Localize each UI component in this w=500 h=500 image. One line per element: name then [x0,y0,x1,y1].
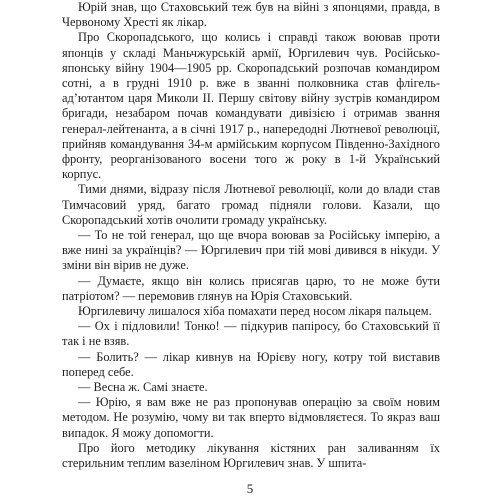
paragraph: Про Скоропадського, що колись і справді також воював проти японців у складі Маньчжурській армії, Юргилевич чув. Російсько-японську війну 1904—1905 рр. Скоропадський розпочав командиром сотні, а в грудні 1910 р. вже в званні полковника став флігель-ад’ютантом царя Миколи ІІ. Першу світову війну зустрів командиром бригади, незабаром почав командувати дивізією і отримав звання генерал-лейтенанта, а в січні 1917 р., напередодні Лютневої революції, прийняв командування 34-м армійським корпусом Південно-Західного фронту, реорганізованого восени того ж року в 1-й Український корпус. [62,30,440,182]
book-page [62,0,440,471]
paragraph: — Думаєте, якщо він колись присягав царю, то не може бути патріотом? — перемовив глянув на Юрія Стаховський. [62,273,440,303]
page-number: 5 [246,481,254,496]
paragraph: Юргилевичу лишалося хіба помахати перед носом лікаря пальцем. [78,304,432,319]
paragraph: Про його методику лікування кістяних ран заливанням їх стерильним теплим вазеліном Юргилевич знав. У шпита- [62,440,440,471]
paragraph: — Весна ж. Самі знаєте. [78,380,208,395]
paragraph: Тими днями, відразу після Лютневої революції, коли до влади став Тимчасовий уряд, багато громад підняли голови. Казали, що Скоропадський хотів очолити громаду українську. [62,182,440,227]
paragraph: — Юрію, я вам вже не раз пропонував операцію за своїм новим методом. Не розумію, чому ви так вперто відмовляєтеся. То якраз ваш випадок. Я можу допомогти. [62,395,440,440]
paragraph: — Ох і підловили! Тонко! — підкурив папіросу, бо Стаховський її так і не взяв. [62,319,440,349]
paragraph: Юрій знав, що Стаховський теж був на війні з японцями, правда, в Червоному Хресті як лікар. [62,0,440,30]
paragraph: — Болить? — лікар кивнув на Юрієву ногу, котру той виставив поперед себе. [62,349,440,379]
paragraph: — То не той генерал, що ще вчора воював за Російську імперію, а вже нині за українців? — Юргилевич при тій мові дивився в нікуди. У зміни він вірив не дуже. [62,228,440,273]
